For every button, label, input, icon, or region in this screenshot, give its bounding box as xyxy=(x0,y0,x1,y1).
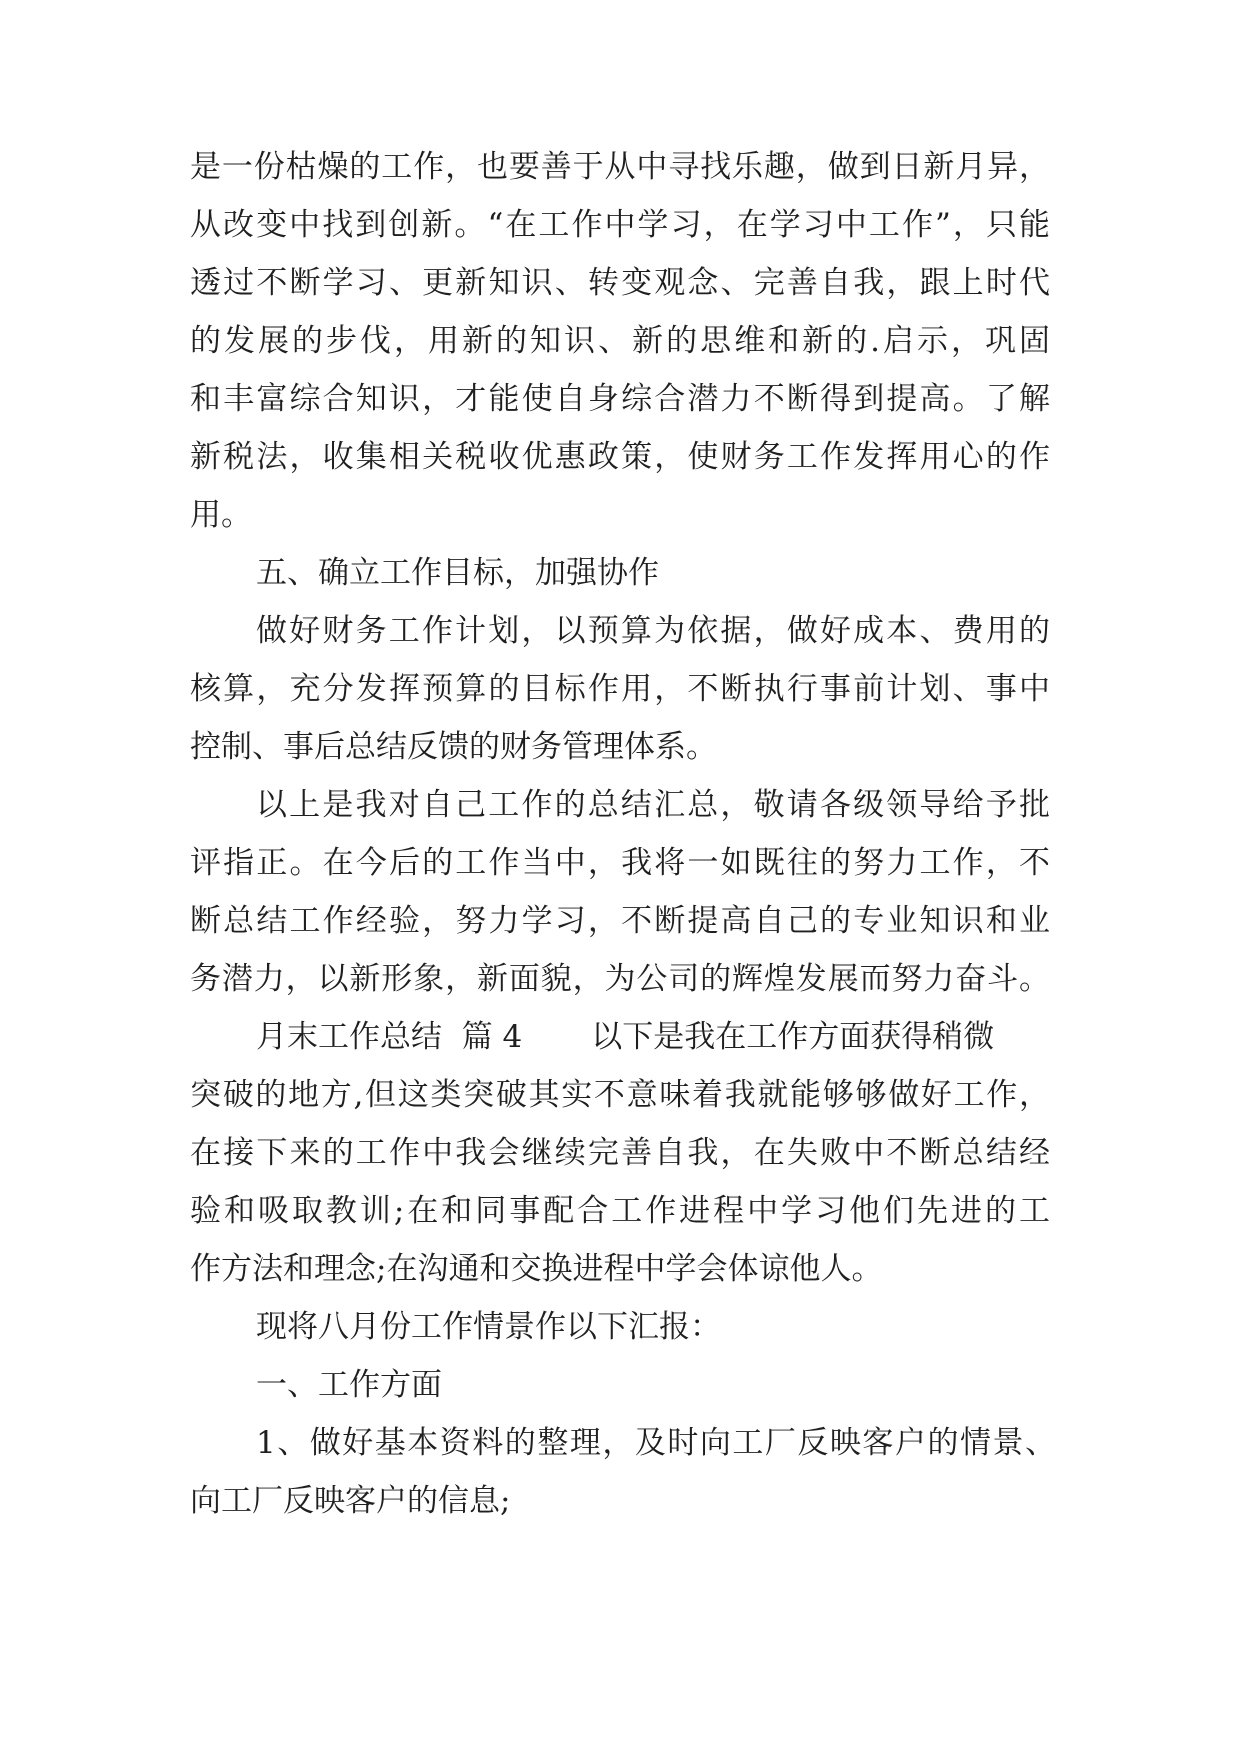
text-line: 做好财务工作计划，以预算为依据，做好成本、费用的 xyxy=(256,613,1050,649)
text-line: 是一份枯燥的工作，也要善于从中寻找乐趣，做到日新月异， xyxy=(190,149,1050,185)
text-line: 评指正。在今后的工作当中，我将一如既往的努力工作，不 xyxy=(190,845,1050,881)
text-line: 月末工作总结 篇 4 以下是我在工作方面获得稍微 xyxy=(256,1019,995,1055)
section-heading: 五、确立工作目标，加强协作 xyxy=(256,555,659,591)
text-line: 透过不断学习、更新知识、转变观念、完善自我，跟上时代 xyxy=(190,265,1050,301)
text-line: 验和吸取教训;在和同事配合工作进程中学习他们先进的工 xyxy=(190,1193,1050,1229)
text-line: 和丰富综合知识，才能使自身综合潜力不断得到提高。了解 xyxy=(190,381,1050,417)
text-line: 用。 xyxy=(190,497,252,533)
text-line: 1、做好基本资料的整理，及时向工厂反映客户的情景、 xyxy=(256,1425,1056,1461)
text-line: 作方法和理念;在沟通和交换进程中学会体谅他人。 xyxy=(190,1251,883,1287)
text-line: 新税法，收集相关税收优惠政策，使财务工作发挥用心的作 xyxy=(190,439,1050,475)
text-line: 在接下来的工作中我会继续完善自我，在失败中不断总结经 xyxy=(190,1135,1050,1171)
text-line: 断总结工作经验，努力学习，不断提高自己的专业知识和业 xyxy=(190,903,1050,939)
text-line: 务潜力，以新形象，新面貌，为公司的辉煌发展而努力奋斗。 xyxy=(190,961,1050,997)
text-line: 核算，充分发挥预算的目标作用，不断执行事前计划、事中 xyxy=(190,671,1050,707)
text-line: 控制、事后总结反馈的财务管理体系。 xyxy=(190,729,717,765)
section-heading: 一、工作方面 xyxy=(256,1367,442,1403)
text-line: 从改变中找到创新。“在工作中学习，在学习中工作”，只能 xyxy=(190,207,1050,243)
text-line: 现将八月份工作情景作以下汇报： xyxy=(256,1309,721,1345)
text-line: 突破的地方,但这类突破其实不意味着我就能够够做好工作， xyxy=(190,1077,1050,1113)
text-line: 的发展的步伐，用新的知识、新的思维和新的.启示，巩固 xyxy=(190,323,1050,359)
text-line: 向工厂反映客户的信息; xyxy=(190,1483,511,1519)
text-line: 以上是我对自己工作的总结汇总，敬请各级领导给予批 xyxy=(256,787,1050,823)
